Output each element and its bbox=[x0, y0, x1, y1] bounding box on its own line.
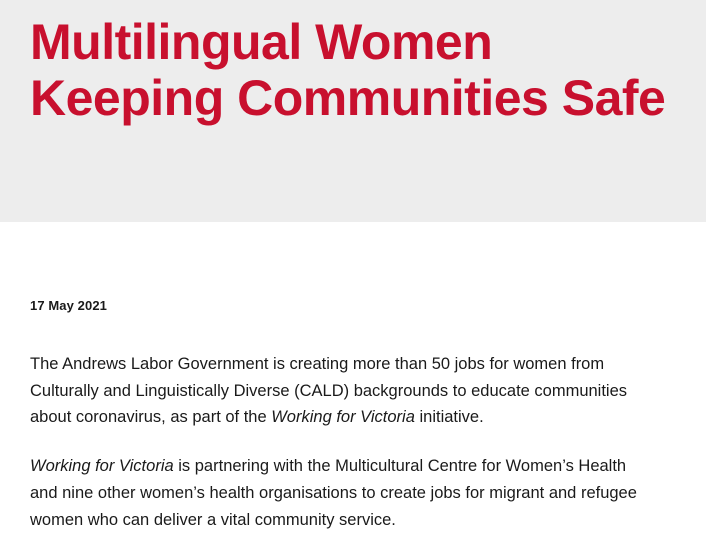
page-title: Multilingual Women Keeping Communities Safe bbox=[30, 14, 666, 126]
emphasised-text: Working for Victoria bbox=[271, 408, 415, 427]
article-content bbox=[0, 298, 706, 533]
hero-banner bbox=[0, 0, 706, 222]
article-paragraph: The Andrews Labor Government is creating more than 50 jobs for women from Culturally and Linguistically Diverse (CALD) backgrounds to educate communities about coronavirus, as part of the Working for Victoria initiative. bbox=[30, 355, 628, 427]
article-body bbox=[30, 351, 676, 533]
emphasised-text: Working for Victoria bbox=[30, 457, 174, 476]
publish-date: 17 May 2021 bbox=[30, 298, 107, 313]
article-paragraph: Working for Victoria is partnering with the Multicultural Centre for Women’s Health and nine other women’s health organisations to create jobs for migrant and refugee women who can deliver a vital community service. bbox=[30, 457, 637, 529]
